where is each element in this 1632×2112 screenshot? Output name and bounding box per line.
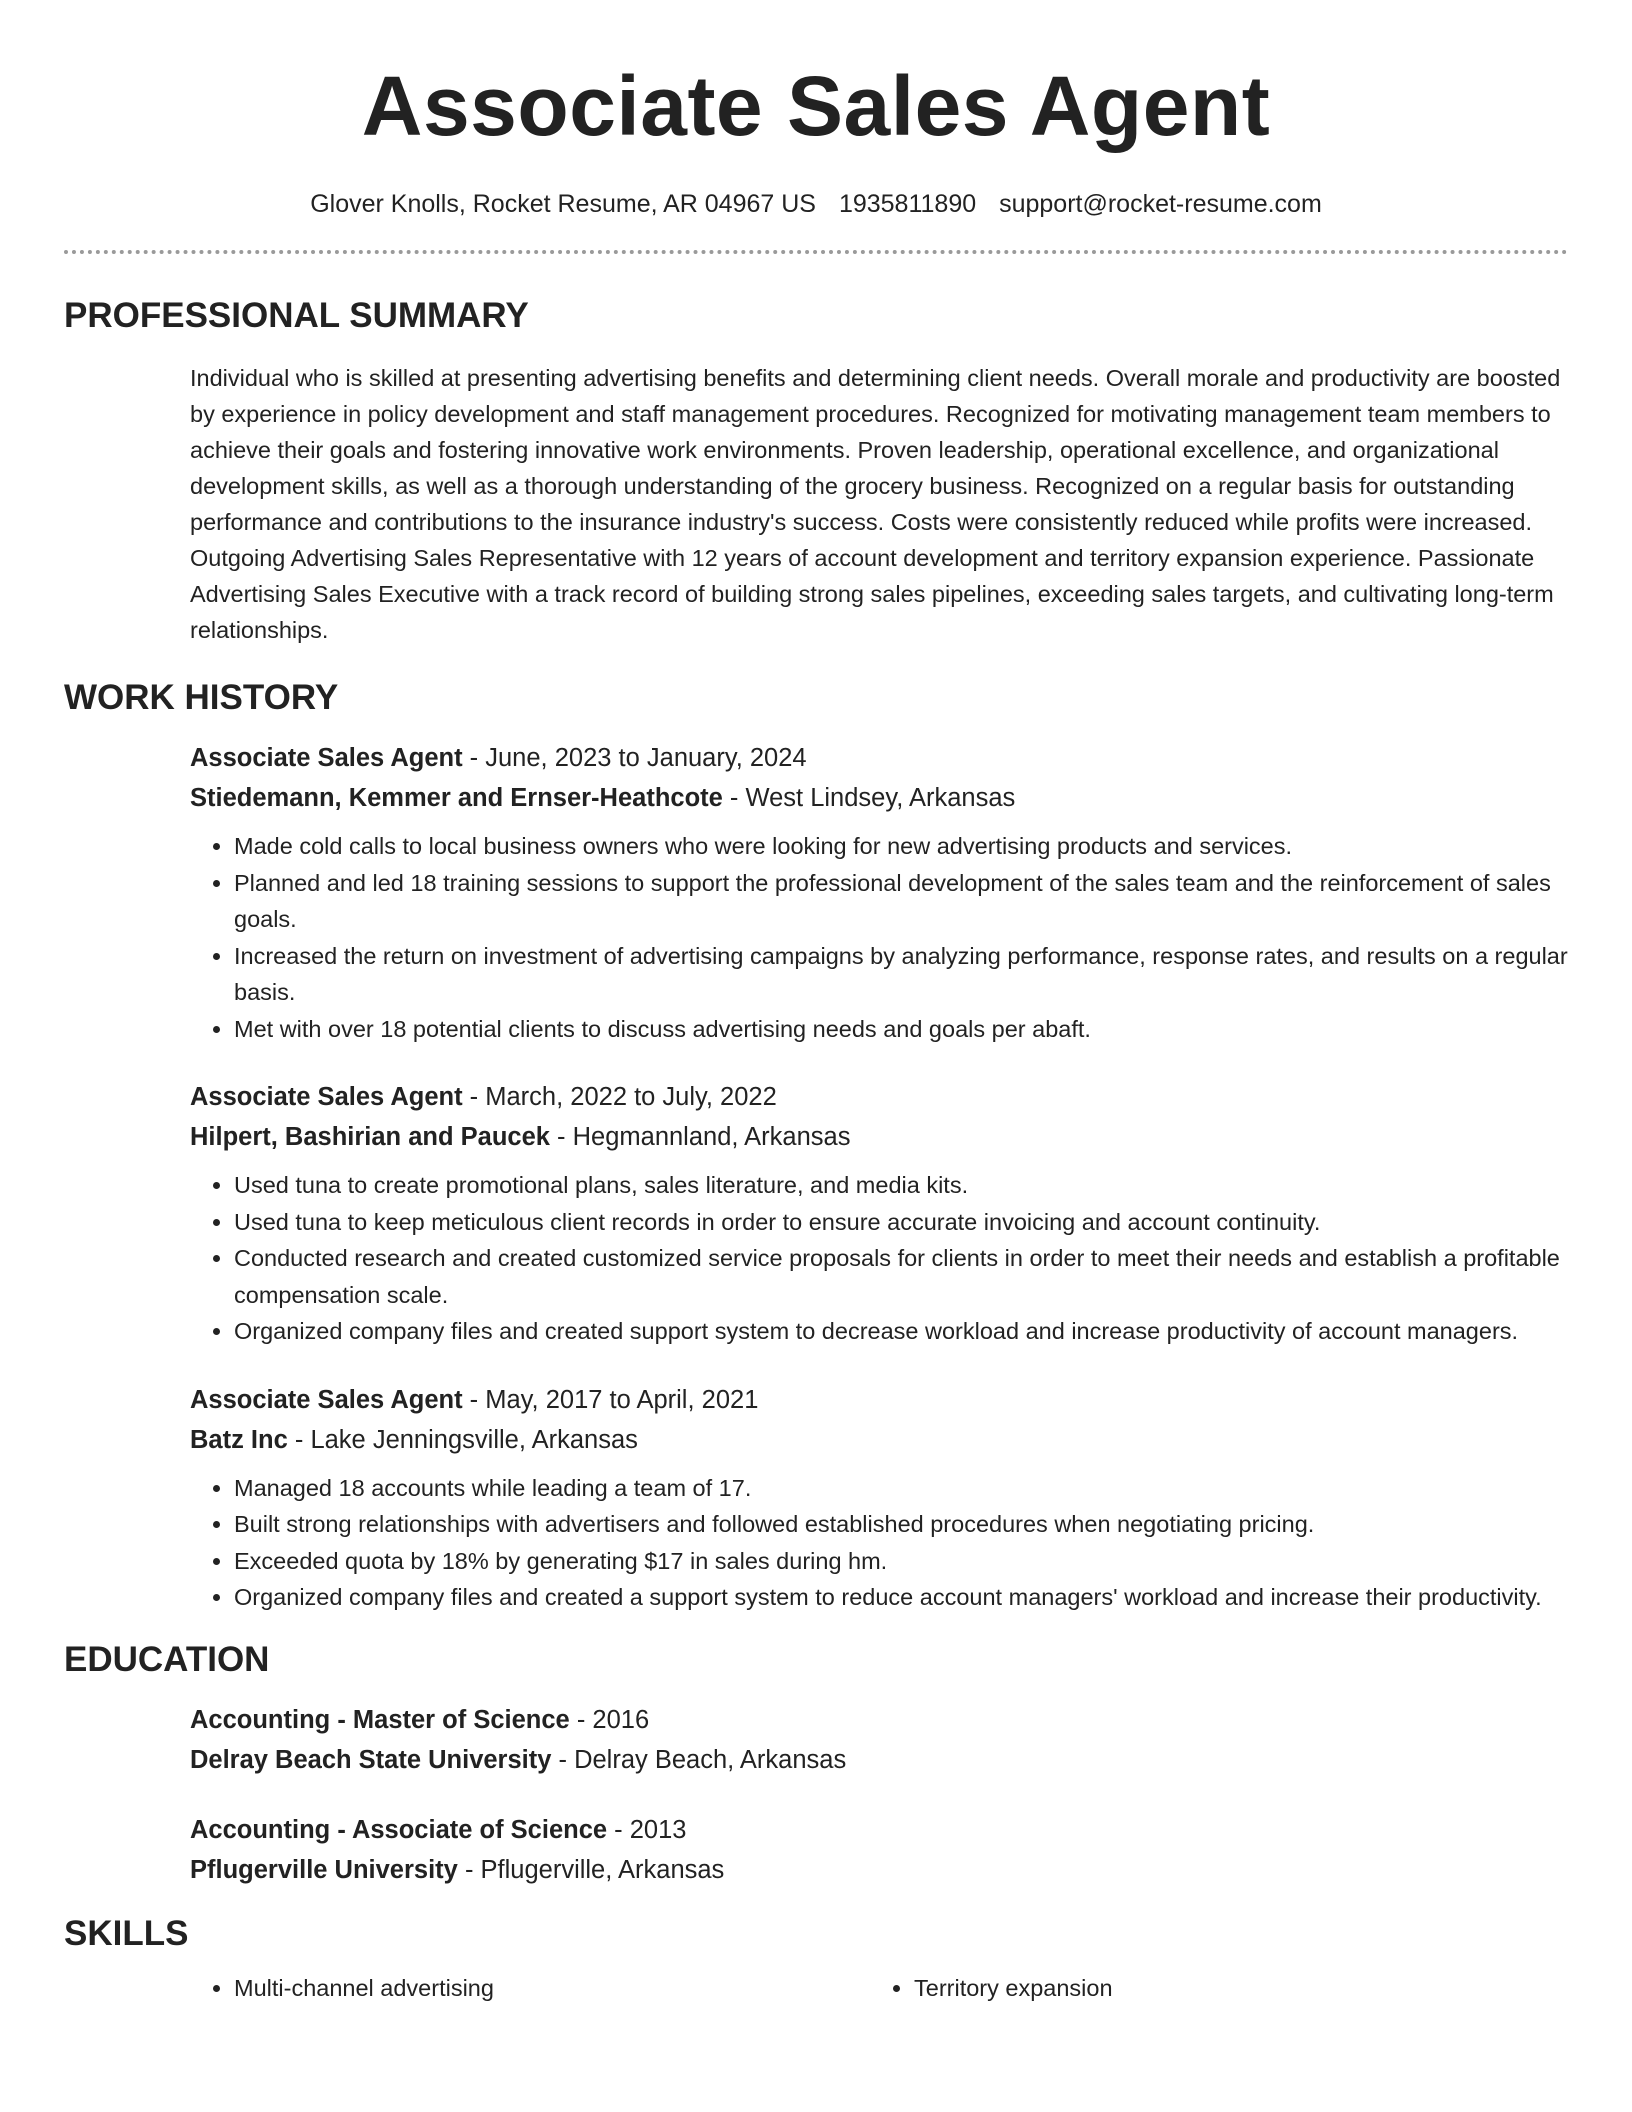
job-role: Associate Sales Agent <box>190 1385 463 1414</box>
job-bullets <box>190 1470 1568 1616</box>
job-entry <box>190 1380 1568 1616</box>
skills-column-left <box>190 1970 870 2006</box>
degree: Accounting - Master of Science <box>190 1705 570 1734</box>
contact-address: Glover Knolls, Rocket Resume, AR 04967 US <box>310 190 816 218</box>
resume-header <box>64 0 1568 220</box>
contact-email[interactable]: support@rocket-resume.com <box>999 190 1322 218</box>
section-title-education: EDUCATION <box>64 1639 270 1679</box>
job-title-line <box>190 738 1568 778</box>
job-title-line <box>190 1380 1568 1420</box>
header-divider <box>64 250 1568 254</box>
list-item: • Met with over 18 potential clients to discuss advertising needs and goals per abaft. <box>234 1011 1568 1048</box>
list-item: • Organized company files and created a support system to reduce account managers' workload and increase their productivity. <box>234 1579 1568 1616</box>
job-dates: - June, 2023 to January, 2024 <box>462 744 807 772</box>
school-line <box>190 1850 1568 1890</box>
education-entry <box>190 1700 1568 1780</box>
school-location: - Pflugerville, Arkansas <box>457 1855 725 1884</box>
job-bullets <box>190 828 1568 1047</box>
section-title-summary: PROFESSIONAL SUMMARY <box>64 296 529 335</box>
degree-year: - 2013 <box>607 1815 687 1844</box>
job-title-line <box>190 1077 1568 1117</box>
contact-line <box>64 188 1568 220</box>
list-item: • Used tuna to keep meticulous client records in order to ensure accurate invoicing and account continuity. <box>234 1204 1568 1241</box>
list-item: • Made cold calls to local business owners who were looking for new advertising products and services. <box>234 828 1568 865</box>
job-company-line <box>190 1117 1568 1157</box>
job-location: - Lake Jenningsville, Arkansas <box>287 1425 638 1454</box>
list-item: • Increased the return on investment of advertising campaigns by analyzing performance, response rates, and results on a regular basis. <box>234 938 1568 1011</box>
job-entry <box>190 1077 1568 1350</box>
contact-phone: 1935811890 <box>838 190 977 218</box>
job-company-line <box>190 1420 1568 1460</box>
summary-text: Individual who is skilled at presenting advertising benefits and determining client needs. Overall morale and productivity are boosted by experience in policy development and staff management procedures. Recognized for motivating management team members to achieve their goals and fostering innovative work environments. Proven leadership, operational excellence, and organizational development skills, as well as a thorough understanding of the grocery business. Recognized on a regular basis for outstanding performance and contributions to the insurance industry's success. Costs were consistently reduced while profits were increased. Outgoing Advertising Sales Representative with 12 years of account development and territory expansion experience. Passionate Advertising Sales Executive with a track record of building strong sales pipelines, exceeding sales targets, and cultivating long-term relationships. <box>190 365 1561 643</box>
degree-line <box>190 1700 1568 1740</box>
list-item: • Conducted research and created customized service proposals for clients in order to meet their needs and establish a profitable compensation scale. <box>234 1240 1568 1313</box>
job-company: Batz Inc <box>190 1425 288 1454</box>
job-location: - Hegmannland, Arkansas <box>549 1123 851 1151</box>
school: Pflugerville University <box>190 1855 458 1884</box>
degree-line <box>190 1810 1568 1850</box>
school-location: - Delray Beach, Arkansas <box>551 1745 847 1774</box>
list-item: • Used tuna to create promotional plans, sales literature, and media kits. <box>234 1167 1568 1204</box>
work-history-section <box>64 676 1568 1616</box>
job-company: Stiedemann, Kemmer and Ernser-Heathcote <box>190 784 723 812</box>
list-item: • Managed 18 accounts while leading a team of 17. <box>234 1470 1568 1507</box>
job-role: Associate Sales Agent <box>190 744 463 772</box>
skills-section <box>64 1912 1568 2006</box>
job-entry <box>190 738 1568 1047</box>
list-item: • Organized company files and created support system to decrease workload and increase productivity of account managers. <box>234 1313 1568 1350</box>
section-title-work-history: WORK HISTORY <box>64 678 339 717</box>
skills-column-right <box>870 1970 1550 2006</box>
job-company-line <box>190 778 1568 818</box>
section-title-skills: SKILLS <box>64 1913 189 1953</box>
school-line <box>190 1740 1568 1780</box>
list-item: • Planned and led 18 training sessions to support the professional development of the sales team and the reinforcement of sales goals. <box>234 865 1568 938</box>
job-location: - West Lindsey, Arkansas <box>722 784 1016 812</box>
education-section <box>64 1638 1568 1890</box>
list-item: • Built strong relationships with advertisers and followed established procedures when negotiating pricing. <box>234 1506 1568 1543</box>
skill-item: • Territory expansion <box>914 1970 1550 2006</box>
school: Delray Beach State University <box>190 1745 552 1774</box>
job-bullets <box>190 1167 1568 1350</box>
job-dates: - May, 2017 to April, 2021 <box>462 1385 759 1414</box>
skills-grid <box>190 1970 1568 2006</box>
candidate-name: Associate Sales Agent <box>361 59 1271 153</box>
summary-section <box>64 294 1568 648</box>
skill-item: • Multi-channel advertising <box>234 1970 870 2006</box>
job-dates: - March, 2022 to July, 2022 <box>462 1083 777 1111</box>
degree-year: - 2016 <box>569 1705 650 1734</box>
degree: Accounting - Associate of Science <box>190 1815 608 1844</box>
list-item: • Exceeded quota by 18% by generating $17 in sales during hm. <box>234 1543 1568 1580</box>
job-company: Hilpert, Bashirian and Paucek <box>190 1123 550 1151</box>
job-role: Associate Sales Agent <box>190 1083 463 1111</box>
education-entry <box>190 1810 1568 1890</box>
